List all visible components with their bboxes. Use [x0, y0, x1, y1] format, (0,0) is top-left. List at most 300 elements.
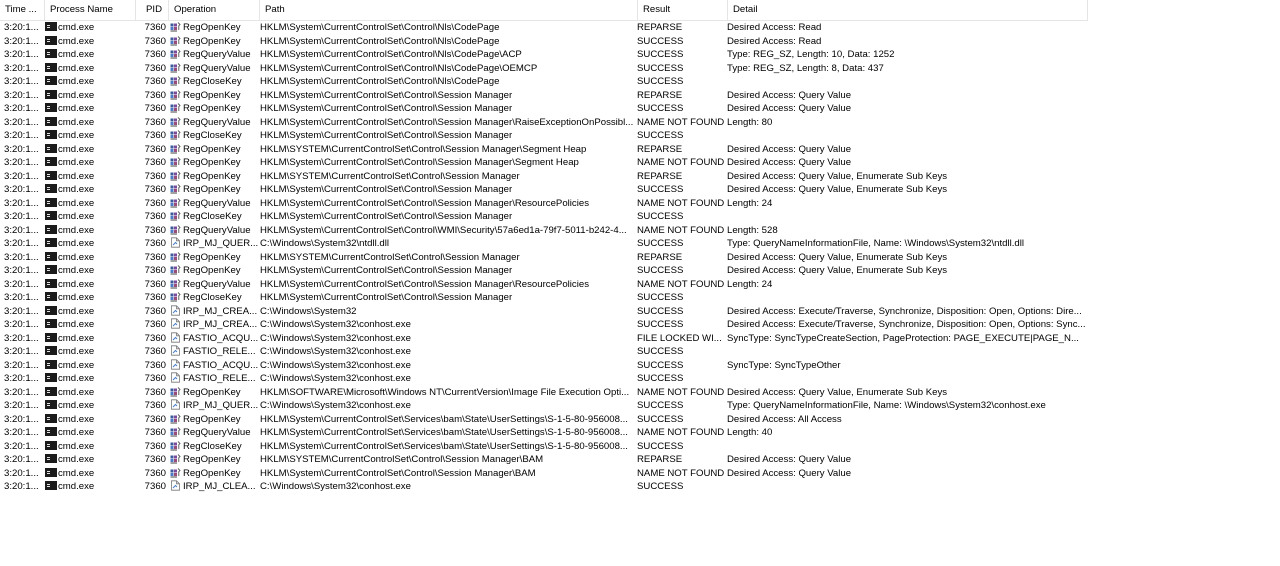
event-row[interactable]: [0, 210, 1088, 224]
result-cell: SUCCESS: [637, 440, 684, 452]
result-cell: SUCCESS: [637, 481, 684, 492]
registry-icon: [170, 426, 181, 437]
console-app-icon: [45, 184, 57, 193]
detail-cell: Type: QueryNameInformationFile, Name: \Windows\System32\ntdll.dll: [727, 238, 1024, 249]
process-name: cmd.exe: [58, 292, 95, 303]
time-cell: 3:20:1...: [4, 346, 39, 357]
console-app-icon: [45, 238, 57, 247]
process-cell: [45, 453, 135, 467]
pid-cell: 7360: [144, 373, 166, 384]
event-row[interactable]: [0, 386, 1088, 400]
detail-cell: Desired Access: Query Value, Enumerate Sub Keys: [727, 251, 948, 263]
event-list: [0, 21, 1088, 494]
event-row[interactable]: [0, 467, 1088, 481]
console-app-icon: [45, 130, 57, 139]
process-cell: [45, 413, 135, 427]
detail-cell: Desired Access: Query Value: [727, 157, 852, 168]
operation-cell: [170, 89, 260, 103]
path-cell: HKLM\System\CurrentControlSet\Control\WMI\Security\57a6ed1a-79f7-5011-b242-4...: [260, 224, 627, 236]
pid-cell: 7360: [144, 197, 166, 209]
operation-cell: [170, 102, 260, 116]
path-cell: HKLM\System\CurrentControlSet\Control\Nls\CodePage\OEMCP: [260, 62, 538, 74]
operation-cell: [170, 426, 260, 440]
path-cell: HKLM\SYSTEM\CurrentControlSet\Control\Session Manager: [260, 170, 520, 182]
process-name: cmd.exe: [58, 454, 95, 465]
path-cell: C:\Windows\System32\ntdll.dll: [260, 238, 390, 249]
result-cell: REPARSE: [637, 22, 683, 33]
result-cell: FILE LOCKED WI...: [637, 332, 722, 344]
time-cell: 3:20:1...: [4, 413, 39, 425]
operation-name: RegQueryValue: [183, 116, 251, 128]
console-app-icon: [45, 90, 57, 99]
pid-cell: 7360: [144, 62, 166, 74]
registry-icon: [170, 89, 181, 100]
time-cell: 3:20:1...: [4, 427, 39, 438]
pid-cell: 7360: [144, 440, 166, 452]
console-app-icon: [45, 157, 57, 166]
time-cell: 3:20:1...: [4, 251, 39, 263]
process-name: cmd.exe: [58, 170, 95, 182]
process-cell: [45, 102, 135, 116]
detail-cell: SyncType: SyncTypeCreateSection, PageProtection: PAGE_EXECUTE|PAGE_N...: [727, 332, 1079, 344]
operation-name: RegOpenKey: [183, 184, 241, 195]
event-row[interactable]: [0, 21, 1088, 35]
file-icon: [170, 305, 181, 316]
detail-cell: Desired Access: Execute/Traverse, Synchronize, Disposition: Open, Options: Sync...: [727, 319, 1086, 330]
time-cell: 3:20:1...: [4, 292, 39, 303]
detail-cell: Length: 528: [727, 224, 778, 236]
console-app-icon: [45, 63, 57, 72]
detail-cell: [727, 129, 1087, 143]
path-cell: HKLM\System\CurrentControlSet\Services\bam\State\UserSettings\S-1-5-80-956008...: [260, 413, 628, 425]
pid-cell: 7360: [144, 481, 166, 492]
time-cell: 3:20:1...: [4, 440, 39, 452]
file-icon: [170, 480, 181, 491]
console-app-icon: [45, 427, 57, 436]
event-row[interactable]: [0, 278, 1088, 292]
console-app-icon: [45, 400, 57, 409]
operation-name: IRP_MJ_QUER...: [183, 238, 259, 249]
event-row[interactable]: [0, 480, 1088, 494]
console-app-icon: [45, 252, 57, 261]
operation-cell: [170, 467, 260, 481]
registry-icon: [170, 224, 181, 235]
operation-name: RegCloseKey: [183, 292, 242, 303]
operation-name: RegOpenKey: [183, 454, 241, 465]
column-header-pid[interactable]: PID: [136, 0, 169, 20]
process-name: cmd.exe: [58, 89, 95, 101]
event-row[interactable]: [0, 35, 1088, 49]
operation-name: RegOpenKey: [183, 170, 241, 182]
event-row[interactable]: [0, 399, 1088, 413]
detail-cell: Desired Access: Query Value: [727, 89, 852, 101]
process-name: cmd.exe: [58, 197, 95, 209]
process-name: cmd.exe: [58, 238, 95, 249]
process-name: cmd.exe: [58, 224, 95, 236]
result-cell: SUCCESS: [637, 184, 684, 195]
process-name: cmd.exe: [58, 346, 95, 357]
operation-cell: [170, 291, 260, 305]
operation-name: RegQueryValue: [183, 427, 251, 438]
result-cell: SUCCESS: [637, 400, 684, 411]
process-cell: [45, 143, 135, 157]
result-cell: NAME NOT FOUND: [637, 197, 725, 209]
detail-cell: Type: REG_SZ, Length: 8, Data: 437: [727, 62, 884, 74]
result-cell: SUCCESS: [637, 211, 684, 222]
event-row[interactable]: [0, 291, 1088, 305]
event-row[interactable]: [0, 156, 1088, 170]
column-header-time[interactable]: Time ...: [0, 0, 45, 20]
process-cell: [45, 237, 135, 251]
operation-name: RegOpenKey: [183, 35, 241, 47]
process-cell: [45, 345, 135, 359]
path-cell: HKLM\System\CurrentControlSet\Control\Session Manager\RaiseExceptionOnPossibl...: [260, 116, 634, 128]
registry-icon: [170, 278, 181, 289]
pid-cell: 7360: [144, 278, 166, 290]
process-name: cmd.exe: [58, 332, 95, 344]
operation-name: FASTIO_ACQU...: [183, 359, 259, 371]
path-cell: HKLM\System\CurrentControlSet\Control\Session Manager: [260, 184, 513, 195]
event-row[interactable]: [0, 116, 1088, 130]
event-row[interactable]: [0, 102, 1088, 116]
process-cell: [45, 75, 135, 89]
console-app-icon: [45, 171, 57, 180]
registry-icon: [170, 75, 181, 86]
event-row[interactable]: [0, 305, 1088, 319]
path-cell: C:\Windows\System32\conhost.exe: [260, 319, 411, 330]
pid-cell: 7360: [144, 49, 166, 60]
operation-name: RegQueryValue: [183, 224, 251, 236]
result-cell: NAME NOT FOUND: [637, 278, 725, 290]
operation-cell: [170, 399, 260, 413]
process-name: cmd.exe: [58, 319, 95, 330]
process-cell: [45, 183, 135, 197]
process-name: cmd.exe: [58, 386, 95, 398]
operation-name: IRP_MJ_CREA...: [183, 305, 258, 317]
event-row[interactable]: [0, 264, 1088, 278]
event-row[interactable]: [0, 453, 1088, 467]
event-row[interactable]: [0, 359, 1088, 373]
path-cell: HKLM\System\CurrentControlSet\Control\Session Manager: [260, 130, 513, 141]
operation-cell: [170, 48, 260, 62]
operation-name: IRP_MJ_CREA...: [183, 319, 258, 330]
operation-cell: [170, 318, 260, 332]
detail-cell: Type: QueryNameInformationFile, Name: \Windows\System32\conhost.exe: [727, 400, 1046, 411]
pid-cell: 7360: [144, 211, 166, 222]
file-icon: [170, 399, 181, 410]
time-cell: 3:20:1...: [4, 116, 39, 128]
pid-cell: 7360: [144, 359, 166, 371]
pid-cell: 7360: [144, 292, 166, 303]
result-cell: REPARSE: [637, 454, 683, 465]
path-cell: HKLM\System\CurrentControlSet\Control\Session Manager: [260, 211, 513, 222]
event-row[interactable]: [0, 197, 1088, 211]
operation-cell: [170, 35, 260, 49]
detail-cell: [727, 372, 1087, 386]
path-cell: HKLM\System\CurrentControlSet\Services\bam\State\UserSettings\S-1-5-80-956008...: [260, 427, 628, 438]
path-cell: HKLM\SOFTWARE\Microsoft\Windows NT\CurrentVersion\Image File Execution Opti...: [260, 386, 630, 398]
time-cell: 3:20:1...: [4, 224, 39, 236]
operation-name: RegCloseKey: [183, 211, 242, 222]
registry-icon: [170, 210, 181, 221]
console-app-icon: [45, 360, 57, 369]
event-row[interactable]: [0, 413, 1088, 427]
operation-name: IRP_MJ_CLEA...: [183, 481, 256, 492]
result-cell: NAME NOT FOUND: [637, 224, 725, 236]
time-cell: 3:20:1...: [4, 62, 39, 74]
operation-cell: [170, 264, 260, 278]
time-cell: 3:20:1...: [4, 143, 39, 155]
detail-cell: SyncType: SyncTypeOther: [727, 359, 841, 371]
process-cell: [45, 224, 135, 238]
pid-cell: 7360: [144, 413, 166, 425]
operation-cell: [170, 453, 260, 467]
process-name: cmd.exe: [58, 22, 95, 33]
time-cell: 3:20:1...: [4, 359, 39, 371]
time-cell: 3:20:1...: [4, 373, 39, 384]
path-cell: HKLM\System\CurrentControlSet\Control\Session Manager\BAM: [260, 467, 536, 479]
column-header-result[interactable]: Result: [638, 0, 728, 20]
event-row[interactable]: [0, 372, 1088, 386]
result-cell: REPARSE: [637, 170, 683, 182]
result-cell: NAME NOT FOUND: [637, 116, 725, 128]
path-cell: C:\Windows\System32\conhost.exe: [260, 359, 411, 371]
process-name: cmd.exe: [58, 130, 95, 141]
process-name: cmd.exe: [58, 103, 95, 114]
operation-cell: [170, 62, 260, 76]
event-row[interactable]: [0, 48, 1088, 62]
console-app-icon: [45, 292, 57, 301]
operation-cell: [170, 305, 260, 319]
operation-cell: [170, 156, 260, 170]
result-cell: SUCCESS: [637, 359, 684, 371]
console-app-icon: [45, 211, 57, 220]
pid-cell: 7360: [144, 251, 166, 263]
file-icon: [170, 345, 181, 356]
time-cell: 3:20:1...: [4, 22, 39, 33]
process-name: cmd.exe: [58, 413, 95, 425]
process-cell: [45, 291, 135, 305]
registry-icon: [170, 413, 181, 424]
operation-cell: [170, 210, 260, 224]
registry-icon: [170, 116, 181, 127]
process-name: cmd.exe: [58, 211, 95, 222]
operation-name: RegOpenKey: [183, 89, 241, 101]
detail-cell: [727, 480, 1087, 494]
process-cell: [45, 426, 135, 440]
console-app-icon: [45, 36, 57, 45]
operation-name: RegOpenKey: [183, 157, 241, 168]
event-row[interactable]: [0, 224, 1088, 238]
process-cell: [45, 264, 135, 278]
time-cell: 3:20:1...: [4, 103, 39, 114]
detail-cell: [727, 345, 1087, 359]
pid-cell: 7360: [144, 386, 166, 398]
time-cell: 3:20:1...: [4, 400, 39, 411]
pid-cell: 7360: [144, 143, 166, 155]
console-app-icon: [45, 103, 57, 112]
process-name: cmd.exe: [58, 265, 95, 276]
operation-cell: [170, 372, 260, 386]
operation-name: RegCloseKey: [183, 440, 242, 452]
time-cell: 3:20:1...: [4, 386, 39, 398]
operation-name: RegQueryValue: [183, 197, 251, 209]
operation-cell: [170, 413, 260, 427]
console-app-icon: [45, 387, 57, 396]
registry-icon: [170, 129, 181, 140]
column-header-detail[interactable]: Detail: [728, 0, 1088, 20]
operation-name: RegQueryValue: [183, 49, 251, 60]
time-cell: 3:20:1...: [4, 157, 39, 168]
process-cell: [45, 129, 135, 143]
column-header-path[interactable]: Path: [260, 0, 638, 20]
pid-cell: 7360: [144, 103, 166, 114]
event-row[interactable]: [0, 345, 1088, 359]
process-cell: [45, 278, 135, 292]
console-app-icon: [45, 198, 57, 207]
operation-cell: [170, 143, 260, 157]
column-header-process-name[interactable]: Process Name: [45, 0, 136, 20]
detail-cell: [727, 440, 1087, 454]
time-cell: 3:20:1...: [4, 211, 39, 222]
event-row[interactable]: [0, 143, 1088, 157]
event-row[interactable]: [0, 75, 1088, 89]
process-cell: [45, 372, 135, 386]
path-cell: HKLM\System\CurrentControlSet\Control\Session Manager: [260, 103, 513, 114]
operation-name: FASTIO_ACQU...: [183, 332, 259, 344]
path-cell: HKLM\System\CurrentControlSet\Control\Nls\CodePage: [260, 22, 500, 33]
registry-icon: [170, 62, 181, 73]
process-name: cmd.exe: [58, 427, 95, 438]
console-app-icon: [45, 481, 57, 490]
operation-name: RegOpenKey: [183, 22, 241, 33]
event-row[interactable]: [0, 318, 1088, 332]
console-app-icon: [45, 373, 57, 382]
detail-cell: [727, 210, 1087, 224]
process-name: cmd.exe: [58, 305, 95, 317]
time-cell: 3:20:1...: [4, 454, 39, 465]
result-cell: NAME NOT FOUND: [637, 467, 725, 479]
operation-cell: [170, 116, 260, 130]
pid-cell: 7360: [144, 35, 166, 47]
file-icon: [170, 359, 181, 370]
process-cell: [45, 251, 135, 265]
path-cell: HKLM\System\CurrentControlSet\Control\Session Manager\ResourcePolicies: [260, 278, 589, 290]
console-app-icon: [45, 346, 57, 355]
process-cell: [45, 48, 135, 62]
result-cell: NAME NOT FOUND: [637, 386, 725, 398]
console-app-icon: [45, 319, 57, 328]
path-cell: HKLM\System\CurrentControlSet\Control\Session Manager: [260, 292, 513, 303]
detail-cell: Desired Access: Execute/Traverse, Synchronize, Disposition: Open, Options: Dire...: [727, 305, 1082, 317]
result-cell: SUCCESS: [637, 130, 684, 141]
operation-name: IRP_MJ_QUER...: [183, 400, 259, 411]
process-cell: [45, 305, 135, 319]
registry-icon: [170, 102, 181, 113]
result-cell: SUCCESS: [637, 62, 684, 74]
process-name: cmd.exe: [58, 251, 95, 263]
detail-cell: Desired Access: Read: [727, 35, 822, 47]
event-row[interactable]: [0, 332, 1088, 346]
operation-cell: [170, 170, 260, 184]
operation-name: RegQueryValue: [183, 278, 251, 290]
time-cell: 3:20:1...: [4, 35, 39, 47]
process-cell: [45, 480, 135, 494]
time-cell: 3:20:1...: [4, 170, 39, 182]
pid-cell: 7360: [144, 305, 166, 317]
event-row[interactable]: [0, 440, 1088, 454]
path-cell: HKLM\SYSTEM\CurrentControlSet\Control\Session Manager: [260, 251, 520, 263]
event-row[interactable]: [0, 170, 1088, 184]
registry-icon: [170, 48, 181, 59]
detail-cell: Desired Access: Query Value, Enumerate Sub Keys: [727, 170, 948, 182]
event-row[interactable]: [0, 89, 1088, 103]
registry-icon: [170, 264, 181, 275]
detail-cell: Desired Access: Read: [727, 22, 822, 33]
process-cell: [45, 386, 135, 400]
detail-cell: [727, 75, 1087, 89]
event-row[interactable]: [0, 183, 1088, 197]
operation-name: RegOpenKey: [183, 143, 241, 155]
column-header-operation[interactable]: Operation: [169, 0, 260, 20]
process-name: cmd.exe: [58, 467, 95, 479]
pid-cell: 7360: [144, 130, 166, 141]
event-row[interactable]: [0, 251, 1088, 265]
file-icon: [170, 332, 181, 343]
operation-cell: [170, 21, 260, 35]
result-cell: SUCCESS: [637, 319, 684, 330]
detail-cell: Desired Access: Query Value: [727, 467, 852, 479]
console-app-icon: [45, 468, 57, 477]
process-cell: [45, 89, 135, 103]
event-row[interactable]: [0, 62, 1088, 76]
pid-cell: 7360: [144, 467, 166, 479]
path-cell: C:\Windows\System32\conhost.exe: [260, 346, 411, 357]
event-row[interactable]: [0, 129, 1088, 143]
path-cell: C:\Windows\System32\conhost.exe: [260, 373, 411, 384]
process-name: cmd.exe: [58, 76, 95, 87]
detail-cell: Desired Access: Query Value: [727, 103, 852, 114]
result-cell: NAME NOT FOUND: [637, 157, 725, 168]
registry-icon: [170, 440, 181, 451]
pid-cell: 7360: [144, 346, 166, 357]
process-name: cmd.exe: [58, 143, 95, 155]
operation-cell: [170, 251, 260, 265]
pid-cell: 7360: [144, 332, 166, 344]
process-cell: [45, 359, 135, 373]
result-cell: SUCCESS: [637, 76, 684, 87]
time-cell: 3:20:1...: [4, 184, 39, 195]
detail-cell: Desired Access: All Access: [727, 413, 842, 425]
detail-cell: Desired Access: Query Value: [727, 143, 852, 155]
result-cell: REPARSE: [637, 251, 683, 263]
registry-icon: [170, 251, 181, 262]
process-name: cmd.exe: [58, 278, 95, 290]
operation-name: RegOpenKey: [183, 386, 241, 398]
event-row[interactable]: [0, 237, 1088, 251]
operation-cell: [170, 278, 260, 292]
time-cell: 3:20:1...: [4, 319, 39, 330]
result-cell: SUCCESS: [637, 373, 684, 384]
time-cell: 3:20:1...: [4, 76, 39, 87]
process-cell: [45, 62, 135, 76]
process-name: cmd.exe: [58, 35, 95, 47]
operation-name: RegCloseKey: [183, 76, 242, 87]
path-cell: HKLM\System\CurrentControlSet\Control\Nls\CodePage: [260, 35, 500, 47]
process-cell: [45, 116, 135, 130]
event-row[interactable]: [0, 426, 1088, 440]
process-cell: [45, 35, 135, 49]
